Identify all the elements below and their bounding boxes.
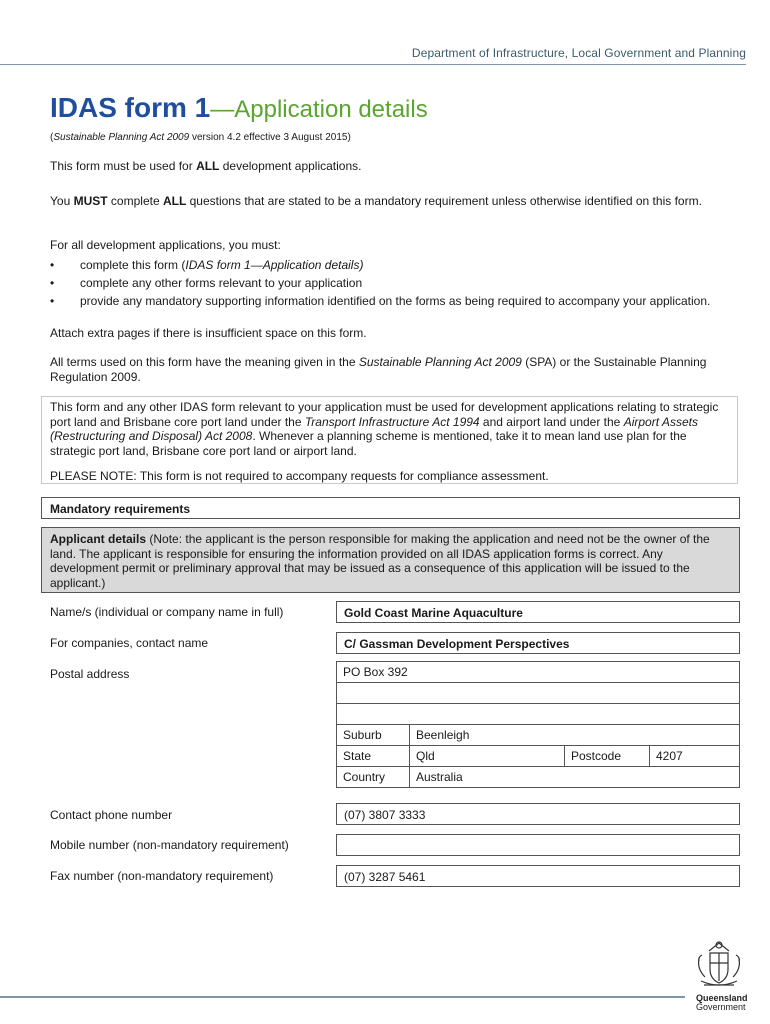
contact-name-label: For companies, contact name <box>50 636 209 650</box>
intro-paragraph-1 <box>50 159 730 174</box>
fax-label: Fax number (non-mandatory requirement) <box>50 869 274 883</box>
phone-label: Contact phone number <box>50 808 173 822</box>
postal-line-2-field[interactable] <box>337 683 740 704</box>
emphasis: Sustainable Planning Act 2009 <box>358 355 522 369</box>
fax-field[interactable]: (07) 3287 5461 <box>336 865 740 887</box>
intro-paragraph-4: Attach extra pages if there is insufficient space on this form. <box>50 326 367 340</box>
act-name: Sustainable Planning Act 2009 <box>53 132 190 143</box>
intro-paragraph-3: For all development applications, you must: <box>50 238 281 252</box>
text: All terms used on this form have the meaning given in the <box>50 355 359 369</box>
state-label: State <box>337 746 410 767</box>
logo-line-2: Government <box>696 1002 746 1012</box>
applicant-details-note <box>41 527 740 593</box>
emphasis: MUST <box>73 194 108 208</box>
text: . Whenever a planning scheme is mentioned, take it to mean land use plan for the strategic port land, Brisbane core port land or airport land. <box>50 429 687 458</box>
suburb-label: Suburb <box>337 725 410 746</box>
country-field[interactable]: Australia <box>410 767 740 788</box>
postal-line-3-field[interactable] <box>337 704 740 725</box>
text: questions that are stated to be a mandatory requirement unless otherwise identified on this form. <box>186 194 702 208</box>
text: and airport land under the <box>479 414 624 429</box>
subtitle-open: ( <box>50 132 54 143</box>
logo-line-1: Queensland <box>696 993 748 1003</box>
department-name: Department of Infrastructure, Local Government and Planning <box>411 46 746 60</box>
mobile-field[interactable] <box>336 834 740 856</box>
text: complete this form ( <box>80 258 186 272</box>
list-item <box>50 258 730 273</box>
form-title: IDAS form 1 <box>50 92 211 123</box>
postal-address-table <box>336 661 740 788</box>
header-divider <box>0 64 746 65</box>
mobile-label: Mobile number (non-mandatory requirement) <box>50 838 289 852</box>
emphasis: Transport Infrastructure Act 1994 <box>304 414 480 429</box>
version-text: version 4.2 effective 3 August 2015) <box>189 132 351 143</box>
emphasis: ALL <box>162 194 187 208</box>
emphasis: Airport Assets (Restructuring and Disposal) Act 2008 <box>50 414 698 443</box>
mandatory-requirements-heading: Mandatory requirements <box>41 497 740 519</box>
intro-paragraph-5 <box>50 355 730 385</box>
emphasis: ALL <box>196 159 220 173</box>
text: development applications. <box>219 159 362 173</box>
text: complete <box>107 194 163 208</box>
state-field[interactable]: Qld <box>410 746 565 767</box>
name-field[interactable]: Gold Coast Marine Aquaculture <box>336 601 740 623</box>
text: (SPA) or the Sustainable Planning Regulation 2009. <box>50 355 707 384</box>
queensland-government-logo <box>696 994 748 1012</box>
list-item: • complete any other forms relevant to your application <box>50 276 730 291</box>
name-label: Name/s (individual or company name in full) <box>50 605 284 619</box>
note-paragraph <box>50 400 729 458</box>
page-title <box>50 90 428 128</box>
postal-address-label: Postal address <box>50 667 130 681</box>
list-item: • provide any mandatory supporting information identified on the forms as being required to accompany your application. <box>50 294 730 309</box>
country-label: Country <box>337 767 410 788</box>
form-subtitle: —Application details <box>210 96 428 123</box>
queensland-crest-icon <box>693 937 745 993</box>
applicant-heading: Applicant details <box>50 532 147 546</box>
suburb-field[interactable]: Beenleigh <box>410 725 740 746</box>
footer-divider <box>0 996 685 998</box>
text: This form must be used for <box>50 159 197 173</box>
applicant-note-text: (Note: the applicant is the person responsible for making the application and need not be the owner of the land. The applicant is responsible for ensuring the information provided on all IDAS application forms is correct. Any development permit or preliminary approval that may be issued as a consequence of this application will be issued to the applicant.) <box>50 532 710 590</box>
act-version <box>50 132 351 143</box>
postcode-label: Postcode <box>565 746 650 767</box>
please-note: PLEASE NOTE: This form is not required to accompany requests for compliance assessment. <box>50 469 549 483</box>
emphasis: IDAS form 1—Application details) <box>185 258 364 272</box>
postal-line-1-field[interactable]: PO Box 392 <box>337 662 740 683</box>
requirements-list <box>50 258 730 312</box>
intro-paragraph-2 <box>50 194 730 209</box>
contact-name-field[interactable]: C/ Gassman Development Perspectives <box>336 632 740 654</box>
text: This form and any other IDAS form relevant to your application must be used for development applications relating to strategic port land and Brisbane core port land under the <box>50 400 719 429</box>
postcode-field[interactable]: 4207 <box>650 746 740 767</box>
text: You <box>50 194 74 208</box>
phone-field[interactable]: (07) 3807 3333 <box>336 803 740 825</box>
port-airport-note <box>41 396 738 484</box>
